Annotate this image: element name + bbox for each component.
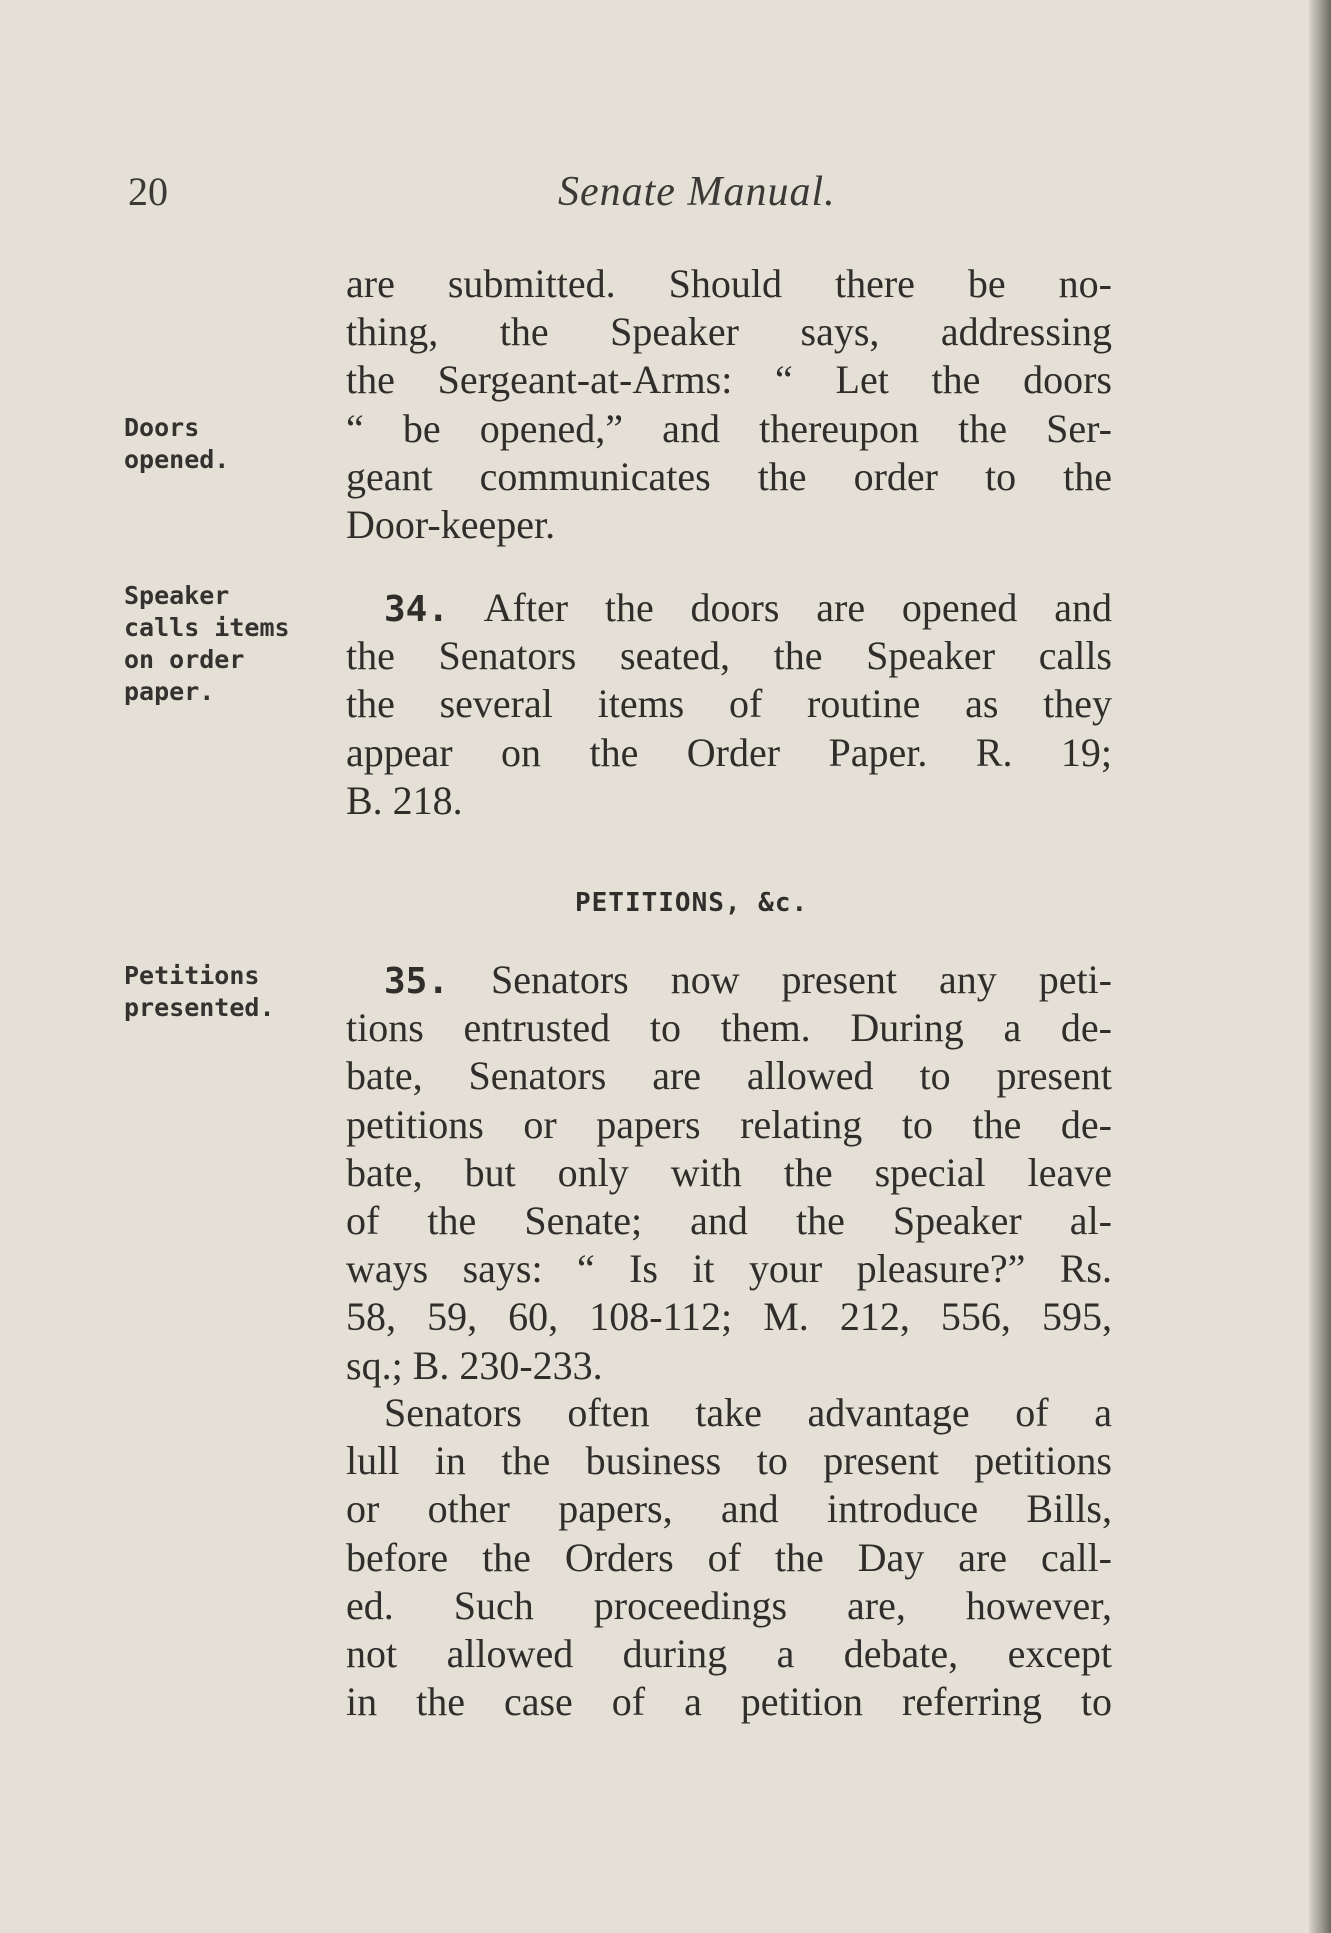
paragraph-number: 35. <box>384 961 450 1002</box>
text-line: ways says: “ Is it your pleasure?” Rs. <box>346 1246 1112 1292</box>
margin-note-speaker-calls: Speaker calls items on order paper. <box>124 581 290 706</box>
page-edge-shadow <box>1309 0 1331 1933</box>
paragraph-continuation <box>346 260 1112 549</box>
text-line: Door-keeper. <box>346 501 556 547</box>
text-line: bate, but only with the special leave <box>346 1149 1112 1195</box>
text-line: are submitted. Should there be no- <box>346 261 1112 306</box>
running-title: Senate Manual. <box>558 169 836 215</box>
text-line: 58, 59, 60, 108-112; M. 212, 556, 595, <box>346 1294 1112 1340</box>
page-header <box>128 168 1113 218</box>
text-line: geant communicates the order to the <box>346 453 1112 499</box>
text-line: the several items of routine as they <box>346 681 1112 727</box>
section-heading: PETITIONS, &c. <box>575 888 809 918</box>
text-line: in the case of a petition referring to <box>346 1679 1112 1725</box>
text-line: before the Orders of the Day are call- <box>346 1534 1112 1580</box>
page-number: 20 <box>128 169 168 214</box>
text-line: sq.; B. 230-233. <box>346 1342 603 1388</box>
text-line <box>346 956 1112 1004</box>
margin-note-doors-opened: Doors opened. <box>124 413 230 474</box>
paragraph-35 <box>346 956 1112 1390</box>
text-line: thing, the Speaker says, addressing <box>346 309 1112 355</box>
text-line: Senators often take advantage of a <box>384 1390 1112 1435</box>
paragraph-36 <box>346 1389 1112 1726</box>
text-line: the Sergeant-at-Arms: “ Let the doors <box>346 357 1112 403</box>
text-line: “ be opened,” and thereupon the Ser- <box>346 405 1112 451</box>
text-fragment: Senators now present any peti- <box>490 957 1112 1002</box>
text-fragment: After the doors are opened and <box>483 585 1112 630</box>
text-line: bate, Senators are allowed to present <box>346 1053 1112 1099</box>
text-line: or other papers, and introduce Bills, <box>346 1486 1112 1532</box>
text-line: the Senators seated, the Speaker calls <box>346 633 1112 679</box>
paragraph-number: 34. <box>384 589 450 630</box>
margin-note-petitions-presented: Petitions presented. <box>124 961 275 1022</box>
text-line: of the Senate; and the Speaker al- <box>346 1197 1112 1243</box>
text-line: not allowed during a debate, except <box>346 1630 1112 1676</box>
paragraph-34 <box>346 584 1112 825</box>
text-line: ed. Such proceedings are, however, <box>346 1582 1112 1628</box>
text-line <box>346 584 1112 632</box>
text-line: petitions or papers relating to the de- <box>346 1101 1112 1147</box>
text-line: tions entrusted to them. During a de- <box>346 1005 1112 1051</box>
text-line: B. 218. <box>346 777 463 823</box>
text-line: lull in the business to present petitions <box>346 1438 1112 1484</box>
text-line: appear on the Order Paper. R. 19; <box>346 729 1112 775</box>
